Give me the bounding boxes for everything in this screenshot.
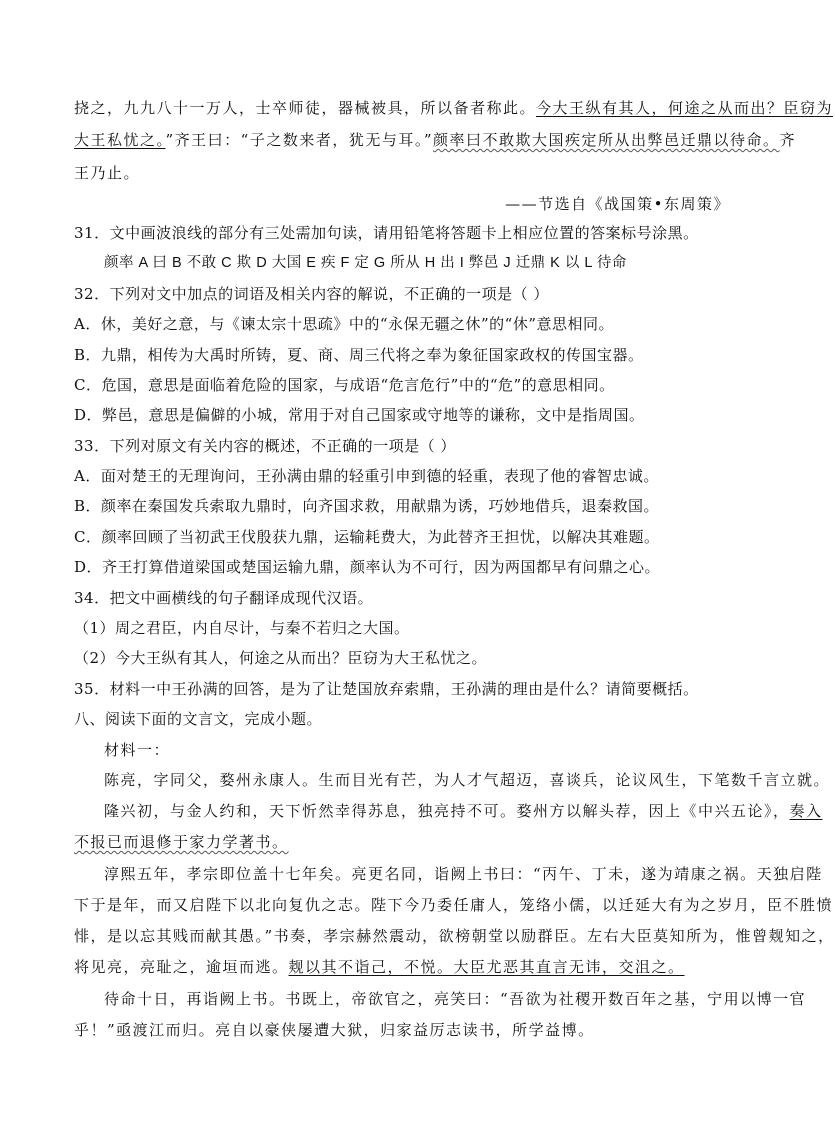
q34-stem: 34．把文中画横线的句子翻译成现代汉语。 xyxy=(74,589,374,607)
q33-stem: 33．下列对原文有关内容的概述，不正确的一项是（ ） xyxy=(74,437,456,455)
underlined-sentence: 今大王纵有其人，何途之从而出？臣窃为 xyxy=(536,99,834,117)
material-para-3-line-2: 下于是年，而又启陛下以北向复仇之志。陛下今乃委任庸人，笼络小儒，以迁延大有为之岁月，臣不胜愤 xyxy=(74,896,834,914)
q33-option-a: A．面对楚王的无理询问，王孙满由鼎的轻重引申到德的轻重，表现了他的睿智忠诚。 xyxy=(74,467,659,485)
underlined-sentence: 奏入 xyxy=(789,802,823,820)
material-text: 将见亮，亮耻之，逾垣而逃。 xyxy=(74,958,289,976)
section-8-title: 八、阅读下面的文言文，完成小题。 xyxy=(74,710,323,728)
passage-line-1 xyxy=(74,98,834,118)
q32-option-b: B．九鼎，相传为大禹时所铸，夏、商、周三代将之奉为象征国家政权的传国宝器。 xyxy=(74,346,644,364)
q32-option-a: A．休，美好之意，与《谏太宗十思疏》中的“永保无疆之休”的“休”意思相同。 xyxy=(74,315,615,333)
underlined-sentence: 觌以其不诣己，不悦。大臣尤恶其直言无讳，交沮之。 xyxy=(288,958,685,976)
passage-text: 王乃止。 xyxy=(74,164,141,182)
underlined-sentence-end: 大王私忧之。 xyxy=(74,131,166,149)
q33-option-c: C．颜率回顾了当初武王伐殷获九鼎，运输耗费大，为此替齐王担忧，以解决其难题。 xyxy=(74,528,660,546)
passage-line-2 xyxy=(74,130,797,150)
material-para-3-line-4 xyxy=(74,957,730,977)
wavy-sentence: 不报已而退修于家力学著书。 xyxy=(74,833,289,851)
passage-text: 齐 xyxy=(779,131,797,149)
q31-options: 颜率 A 曰 B 不敢 C 欺 D 大国 E 疾 F 定 G 所从 H 出 I 弊邑 J 迁鼎 K 以 L 待命 xyxy=(104,255,627,271)
material-para-2-line-1 xyxy=(74,801,823,821)
material-para-3-line-1: 淳熙五年，孝宗即位盖十七年矣。亮更名同，诣阙上书曰：“丙午、丁未，遂为靖康之祸。天独启陛 xyxy=(104,865,823,883)
q32-option-c: C．危国，意思是面临着危险的国家，与成语“危言危行”中的“危”的意思相同。 xyxy=(74,376,615,394)
material-label: 材料一： xyxy=(104,741,171,759)
passage-line-3 xyxy=(74,163,730,183)
q32-stem: 32．下列对文中加点的词语及相关内容的解说，不正确的一项是（ ） xyxy=(74,285,549,303)
q32-option-d: D．弊邑，意思是偏僻的小城，常用于对自己国家或守地等的谦称，文中是指周国。 xyxy=(74,406,645,424)
material-para-4-line-1: 待命十日，再诣阙上书。书既上，帝欲官之，亮笑曰：“吾欲为社稷开数百年之基，宁用以博一官 xyxy=(104,990,807,1008)
q34-sentence-1: （1）周之君臣，内自尽计，与秦不若归之大国。 xyxy=(74,619,410,637)
material-para-2-line-2 xyxy=(74,832,730,852)
q33-option-b: B．颜率在秦国发兵索取九鼎时，向齐国求救，用献鼎为诱，巧妙地借兵，退秦救国。 xyxy=(74,497,660,515)
wavy-sentence: 颜率曰不敢欺大国疾定所从出弊邑迁鼎以待命。 xyxy=(433,131,780,149)
q31-stem: 31．文中画波浪线的部分有三处需加句读，请用铅笔将答题卡上相应位置的答案标号涂黑。 xyxy=(74,224,699,242)
passage-text: 挠之，九九八十一万人，士卒师徒，器械被具，所以备者称此。 xyxy=(74,99,537,117)
material-para-4-line-2: 乎！”亟渡江而归。亮自以豪侠屡遭大狱，归家益厉志读书，所学益博。 xyxy=(74,1021,595,1039)
passage-text: ”齐王曰：“子之数来者，犹无与耳。” xyxy=(165,131,434,149)
q34-sentence-2: （2）今大王纵有其人，何途之从而出？臣窃为大王私忧之。 xyxy=(74,649,488,667)
passage-source xyxy=(74,194,730,214)
material-para-3-line-3: 悱，是以忘其贱而献其愚。”书奏，孝宗赫然震动，欲榜朝堂以励群臣。左右大臣莫知所为，惟曾觌知之， xyxy=(74,927,835,945)
q35-stem: 35．材料一中王孙满的回答，是为了让楚国放弃索鼎，王孙满的理由是什么？请简要概括。 xyxy=(74,680,699,698)
q33-option-d: D．齐王打算借道梁国或楚国运输九鼎，颜率认为不可行，因为两国都早有问鼎之心。 xyxy=(74,558,661,576)
source-citation: ——节选自《战国策•东周策》 xyxy=(505,195,730,213)
material-para-1: 陈亮，字同父，婺州永康人。生而目光有芒，为人才气超迈，喜谈兵，论议风生，下笔数千言立就。 xyxy=(104,771,831,789)
material-text: 隆兴初，与金人约和，天下忻然幸得苏息，独亮持不可。婺州方以解头荐，因上《中兴五论》， xyxy=(104,802,790,820)
